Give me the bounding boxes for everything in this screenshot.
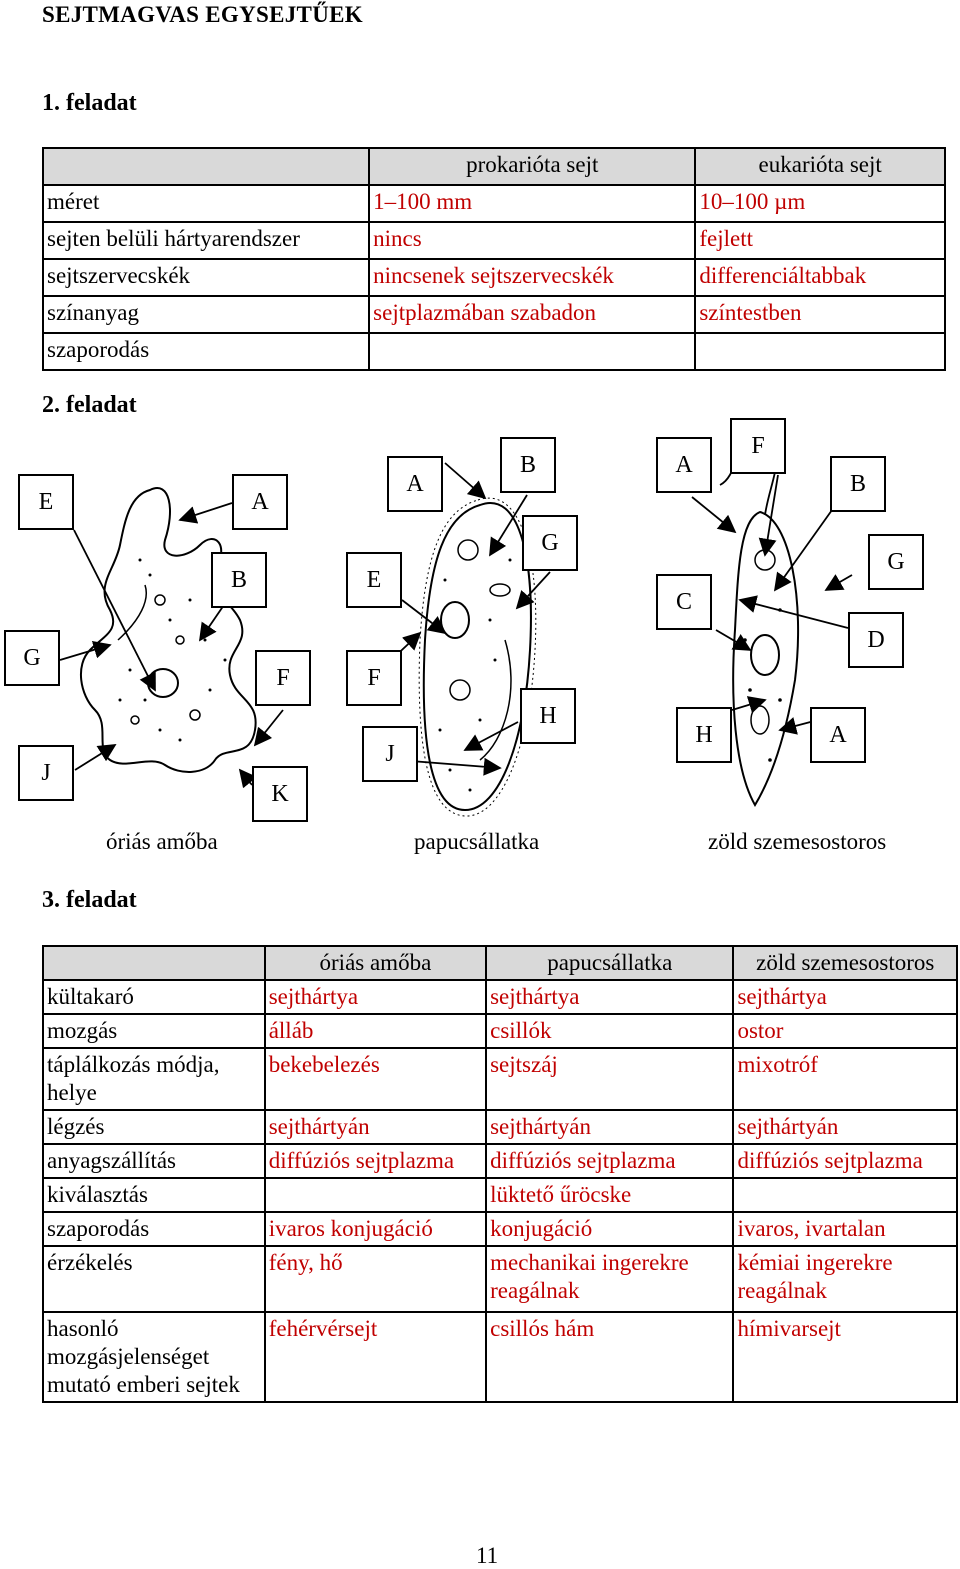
answer-cell: sejthártyán bbox=[733, 1110, 957, 1144]
answer-cell: sejtszáj bbox=[486, 1048, 733, 1110]
row-label: légzés bbox=[43, 1110, 265, 1144]
answer-cell: csillók bbox=[486, 1014, 733, 1048]
diagram-label-box: B bbox=[500, 437, 556, 493]
answer-cell: kémiai ingerekre reagálnak bbox=[733, 1246, 957, 1312]
task2-heading: 2. feladat bbox=[42, 392, 137, 418]
answer-cell: sejthártyán bbox=[486, 1110, 733, 1144]
diagram-label-box: H bbox=[676, 707, 732, 763]
row-label: szaporodás bbox=[43, 333, 369, 370]
row-label: hasonló mozgásjelenséget mutató emberi sejtek bbox=[43, 1312, 265, 1402]
task3-table bbox=[42, 945, 958, 1403]
row-label: anyagszállítás bbox=[43, 1144, 265, 1178]
answer-cell: ivaros konjugáció bbox=[265, 1212, 486, 1246]
diagram-label-box: D bbox=[848, 612, 904, 668]
caption-paramecium: papucsállatka bbox=[414, 829, 540, 854]
header-cell: eukarióta sejt bbox=[695, 148, 945, 185]
diagram-label-box: A bbox=[232, 474, 288, 530]
caption-euglena: zöld szemesostoros bbox=[708, 829, 887, 854]
row-label: szaporodás bbox=[43, 1212, 265, 1246]
answer-cell: sejthártyán bbox=[265, 1110, 486, 1144]
diagram-label-box: F bbox=[346, 650, 402, 706]
answer-cell: sejthártya bbox=[733, 980, 957, 1014]
table-header-row bbox=[43, 946, 957, 980]
answer-cell: lüktető űröcske bbox=[486, 1178, 733, 1212]
answer-cell: fény, hő bbox=[265, 1246, 486, 1312]
answer-cell: sejthártya bbox=[486, 980, 733, 1014]
answer-cell: 10–100 µm bbox=[695, 185, 945, 222]
answer-cell: csillós hám bbox=[486, 1312, 733, 1402]
answer-cell: fehérvérsejt bbox=[265, 1312, 486, 1402]
table-row bbox=[43, 980, 957, 1014]
answer-cell: ostor bbox=[733, 1014, 957, 1048]
table-row bbox=[43, 1312, 957, 1402]
diagram-label-box: J bbox=[362, 726, 418, 782]
answer-cell: ivaros, ivartalan bbox=[733, 1212, 957, 1246]
task3-heading: 3. feladat bbox=[42, 887, 137, 913]
answer-cell bbox=[265, 1178, 486, 1212]
answer-cell: diffúziós sejtplazma bbox=[733, 1144, 957, 1178]
diagram-label-box: A bbox=[656, 437, 712, 493]
diagram-label-box: G bbox=[868, 534, 924, 590]
row-label: méret bbox=[43, 185, 369, 222]
answer-cell: diffúziós sejtplazma bbox=[486, 1144, 733, 1178]
answer-cell: mechanikai ingerekre reagálnak bbox=[486, 1246, 733, 1312]
answer-cell: nincs bbox=[369, 222, 695, 259]
caption-amoeba: óriás amőba bbox=[106, 829, 218, 854]
table-row bbox=[43, 1246, 957, 1312]
answer-cell: hímivarsejt bbox=[733, 1312, 957, 1402]
row-label: színanyag bbox=[43, 296, 369, 333]
diagram-label-box: C bbox=[656, 574, 712, 630]
header-cell: zöld szemesostoros bbox=[733, 946, 957, 980]
table-row bbox=[43, 1014, 957, 1048]
header-cell: óriás amőba bbox=[265, 946, 486, 980]
row-label: sejtszervecskék bbox=[43, 259, 369, 296]
answer-cell: sejthártya bbox=[265, 980, 486, 1014]
answer-cell: színtestben bbox=[695, 296, 945, 333]
diagram-label-box: A bbox=[387, 456, 443, 512]
row-label: táplálkozás módja, helye bbox=[43, 1048, 265, 1110]
diagram-label-box: G bbox=[522, 515, 578, 571]
amoeba-drawing bbox=[60, 488, 283, 785]
page-number: 11 bbox=[476, 1543, 499, 1568]
header-cell bbox=[43, 946, 265, 980]
answer-cell: nincsenek sejtszervecskék bbox=[369, 259, 695, 296]
answer-cell: differenciáltabbak bbox=[695, 259, 945, 296]
diagram-label-box: H bbox=[520, 688, 576, 744]
answer-cell: bekebelezés bbox=[265, 1048, 486, 1110]
diagram-label-box: B bbox=[830, 456, 886, 512]
row-label: mozgás bbox=[43, 1014, 265, 1048]
diagram-label-box: F bbox=[255, 650, 311, 706]
answer-cell: 1–100 mm bbox=[369, 185, 695, 222]
table-row bbox=[43, 1110, 957, 1144]
answer-cell: álláb bbox=[265, 1014, 486, 1048]
table-row bbox=[43, 1212, 957, 1246]
answer-cell: konjugáció bbox=[486, 1212, 733, 1246]
diagram-label-box: F bbox=[730, 418, 786, 474]
diagram-label-box: E bbox=[18, 474, 74, 530]
table-row bbox=[43, 1048, 957, 1110]
diagram-label-box: G bbox=[4, 630, 60, 686]
diagram-label-box: K bbox=[252, 766, 308, 822]
header-cell: prokarióta sejt bbox=[369, 148, 695, 185]
diagram-label-box: B bbox=[211, 552, 267, 608]
row-label: kültakaró bbox=[43, 980, 265, 1014]
answer-cell: fejlett bbox=[695, 222, 945, 259]
diagram-label-box: E bbox=[346, 552, 402, 608]
diagram-label-box: J bbox=[18, 745, 74, 801]
table-row bbox=[43, 1144, 957, 1178]
row-label: érzékelés bbox=[43, 1246, 265, 1312]
page-title: SEJTMAGVAS EGYSEJTŰEK bbox=[42, 2, 363, 27]
table-row bbox=[43, 1178, 957, 1212]
header-cell: papucsállatka bbox=[486, 946, 733, 980]
diagram-label-box: A bbox=[810, 707, 866, 763]
answer-cell: mixotróf bbox=[733, 1048, 957, 1110]
row-label: sejten belüli hártyarendszer bbox=[43, 222, 369, 259]
answer-cell bbox=[733, 1178, 957, 1212]
row-label: kiválasztás bbox=[43, 1178, 265, 1212]
answer-cell: sejtplazmában szabadon bbox=[369, 296, 695, 333]
task1-heading: 1. feladat bbox=[42, 90, 137, 116]
answer-cell: diffúziós sejtplazma bbox=[265, 1144, 486, 1178]
